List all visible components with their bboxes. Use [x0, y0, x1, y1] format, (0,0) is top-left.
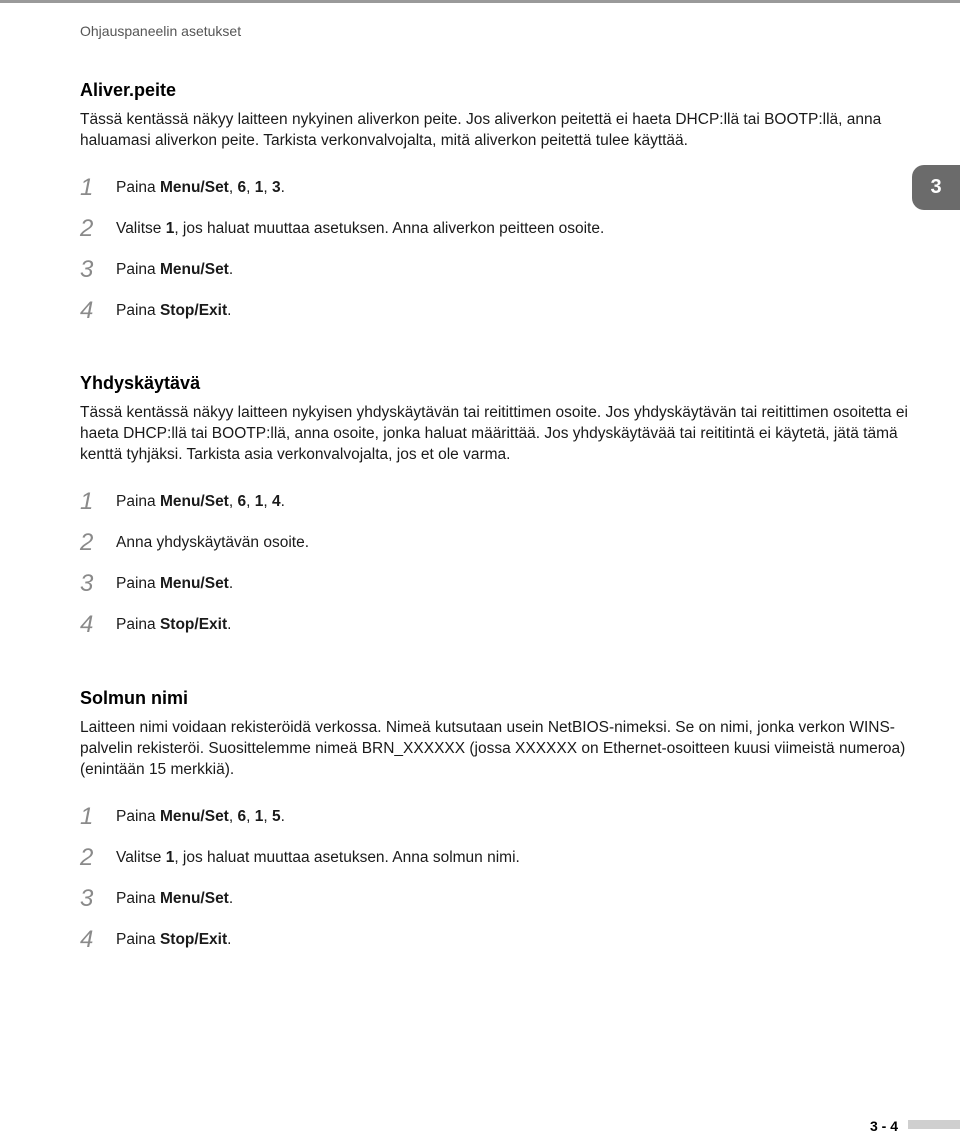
step-item [80, 604, 910, 645]
step-number: 3 [80, 884, 94, 912]
step-keyword: Menu/Set [159, 178, 229, 196]
section-gateway [80, 373, 910, 645]
step-item [80, 167, 910, 208]
step-text-fragment: Paina [116, 574, 160, 592]
step-text-fragment: , [263, 178, 272, 196]
step-text-fragment: . [280, 492, 285, 510]
section-body: Laitteen nimi voidaan rekisteröidä verkossa. Nimeä kutsutaan usein NetBIOS-nimeksi. Se on nimi, jonka verkon WINS-palvelin rekisteröi. Suosittelemme nimeä BRN_XXXXXX (jossa XXXXXX on Ethernet-osoitteen kuusi viimeistä numeroa) (enintään 15 merkkiä). [80, 719, 906, 778]
step-text [116, 849, 520, 867]
step-text-fragment: , [228, 807, 238, 825]
step-text [116, 808, 285, 826]
step-number: 1 [80, 173, 94, 201]
step-keyword: Menu/Set [159, 807, 229, 825]
step-text-fragment: . [227, 615, 232, 633]
step-text-fragment: Valitse [116, 219, 166, 237]
step-keyword: 1 [254, 807, 264, 825]
step-keyword: 1 [165, 848, 175, 866]
step-text-fragment: . [280, 178, 285, 196]
footer-bar [908, 1120, 960, 1129]
step-keyword: 3 [271, 178, 281, 196]
chapter-tab: 3 [912, 165, 960, 210]
step-item [80, 837, 910, 878]
step-keyword: 1 [254, 178, 264, 196]
step-keyword: 5 [271, 807, 281, 825]
step-item [80, 522, 910, 563]
step-text-fragment: , [246, 492, 255, 510]
running-header: Ohjauspaneelin asetukset [80, 23, 242, 39]
step-number: 2 [80, 528, 94, 556]
step-number: 4 [80, 610, 94, 638]
step-text-fragment: , jos haluat muuttaa asetuksen. Anna solmun nimi. [174, 848, 520, 866]
step-keyword: 4 [271, 492, 281, 510]
step-text-fragment: Paina [116, 178, 160, 196]
step-text-fragment: , [263, 492, 272, 510]
step-keyword: 6 [237, 807, 247, 825]
page-number: 3 - 4 [869, 1118, 898, 1134]
section-body: Tässä kentässä näkyy laitteen nykyinen aliverkon peite. Jos aliverkon peitettä ei haeta DHCP:llä tai BOOTP:llä, anna haluamasi aliverkon peite. Tarkista verkonvalvojalta, mitä aliverkon peitettä tulee käyttää. [80, 111, 882, 149]
step-text-fragment: . [228, 889, 234, 907]
section-heading: Aliver.peite [80, 80, 177, 100]
step-text-fragment: Paina [116, 930, 160, 948]
step-text-fragment: Paina [116, 807, 160, 825]
step-keyword: Menu/Set [159, 492, 229, 510]
step-keyword: Stop/Exit [159, 615, 228, 633]
step-keyword: Menu/Set [159, 260, 229, 278]
step-keyword: 6 [237, 492, 247, 510]
top-rule [0, 0, 960, 3]
step-item [80, 290, 910, 331]
step-text-fragment: Valitse [116, 848, 166, 866]
step-list [80, 167, 910, 331]
step-text [116, 616, 231, 634]
section-subnet-mask [80, 80, 910, 331]
step-keyword: Stop/Exit [159, 930, 228, 948]
step-text-fragment: , [263, 807, 272, 825]
step-text [116, 931, 231, 949]
step-number: 1 [80, 802, 94, 830]
step-text-fragment: , [246, 807, 255, 825]
section-node-name [80, 688, 910, 960]
step-keyword: Stop/Exit [159, 301, 228, 319]
step-text [116, 575, 233, 593]
step-text-fragment: Paina [116, 492, 160, 510]
step-text-fragment: Paina [116, 260, 160, 278]
step-text-fragment: . [227, 930, 232, 948]
step-text-fragment: , jos haluat muuttaa asetuksen. Anna aliverkon peitteen osoite. [174, 219, 605, 237]
step-keyword: Menu/Set [159, 889, 229, 907]
section-heading: Yhdyskäytävä [80, 373, 201, 393]
step-text [116, 220, 604, 238]
step-keyword: 6 [237, 178, 247, 196]
step-text [116, 302, 231, 320]
step-item [80, 878, 910, 919]
section-heading: Solmun nimi [80, 688, 188, 708]
step-text [116, 534, 309, 552]
step-item [80, 249, 910, 290]
step-number: 4 [80, 296, 94, 324]
step-text-fragment: Anna yhdyskäytävän osoite. [116, 533, 310, 551]
step-keyword: 1 [254, 492, 264, 510]
step-number: 3 [80, 569, 94, 597]
step-text-fragment: , [228, 178, 238, 196]
step-text-fragment: Paina [116, 615, 160, 633]
step-item [80, 563, 910, 604]
step-text-fragment: Paina [116, 301, 160, 319]
step-item [80, 796, 910, 837]
step-list [80, 796, 910, 960]
step-number: 3 [80, 255, 94, 283]
step-number: 1 [80, 487, 94, 515]
step-text [116, 890, 233, 908]
step-text-fragment: Paina [116, 889, 160, 907]
step-list [80, 481, 910, 645]
step-text-fragment: . [228, 260, 234, 278]
step-number: 2 [80, 843, 94, 871]
step-number: 2 [80, 214, 94, 242]
step-number: 4 [80, 925, 94, 953]
step-item [80, 208, 910, 249]
step-item [80, 481, 910, 522]
step-keyword: Menu/Set [159, 574, 229, 592]
step-keyword: 1 [165, 219, 175, 237]
step-item [80, 919, 910, 960]
step-text [116, 493, 285, 511]
step-text-fragment: . [228, 574, 234, 592]
step-text-fragment: , [228, 492, 238, 510]
step-text-fragment: . [227, 301, 232, 319]
step-text [116, 179, 285, 197]
section-body: Tässä kentässä näkyy laitteen nykyisen yhdyskäytävän tai reitittimen osoite. Jos yhdyskäytävän tai reitittimen osoitetta ei haeta DHCP:llä tai BOOTP:llä, anna osoite, jonka haluat määrittää. Jos yhdyskäytävää tai reititintä ei käytetä, jätä tämä kenttä tyhjäksi. Tarkista asia verkonvalvojalta, jos et ole varma. [80, 404, 908, 463]
step-text [116, 261, 233, 279]
step-text-fragment: . [280, 807, 285, 825]
step-text-fragment: , [246, 178, 255, 196]
